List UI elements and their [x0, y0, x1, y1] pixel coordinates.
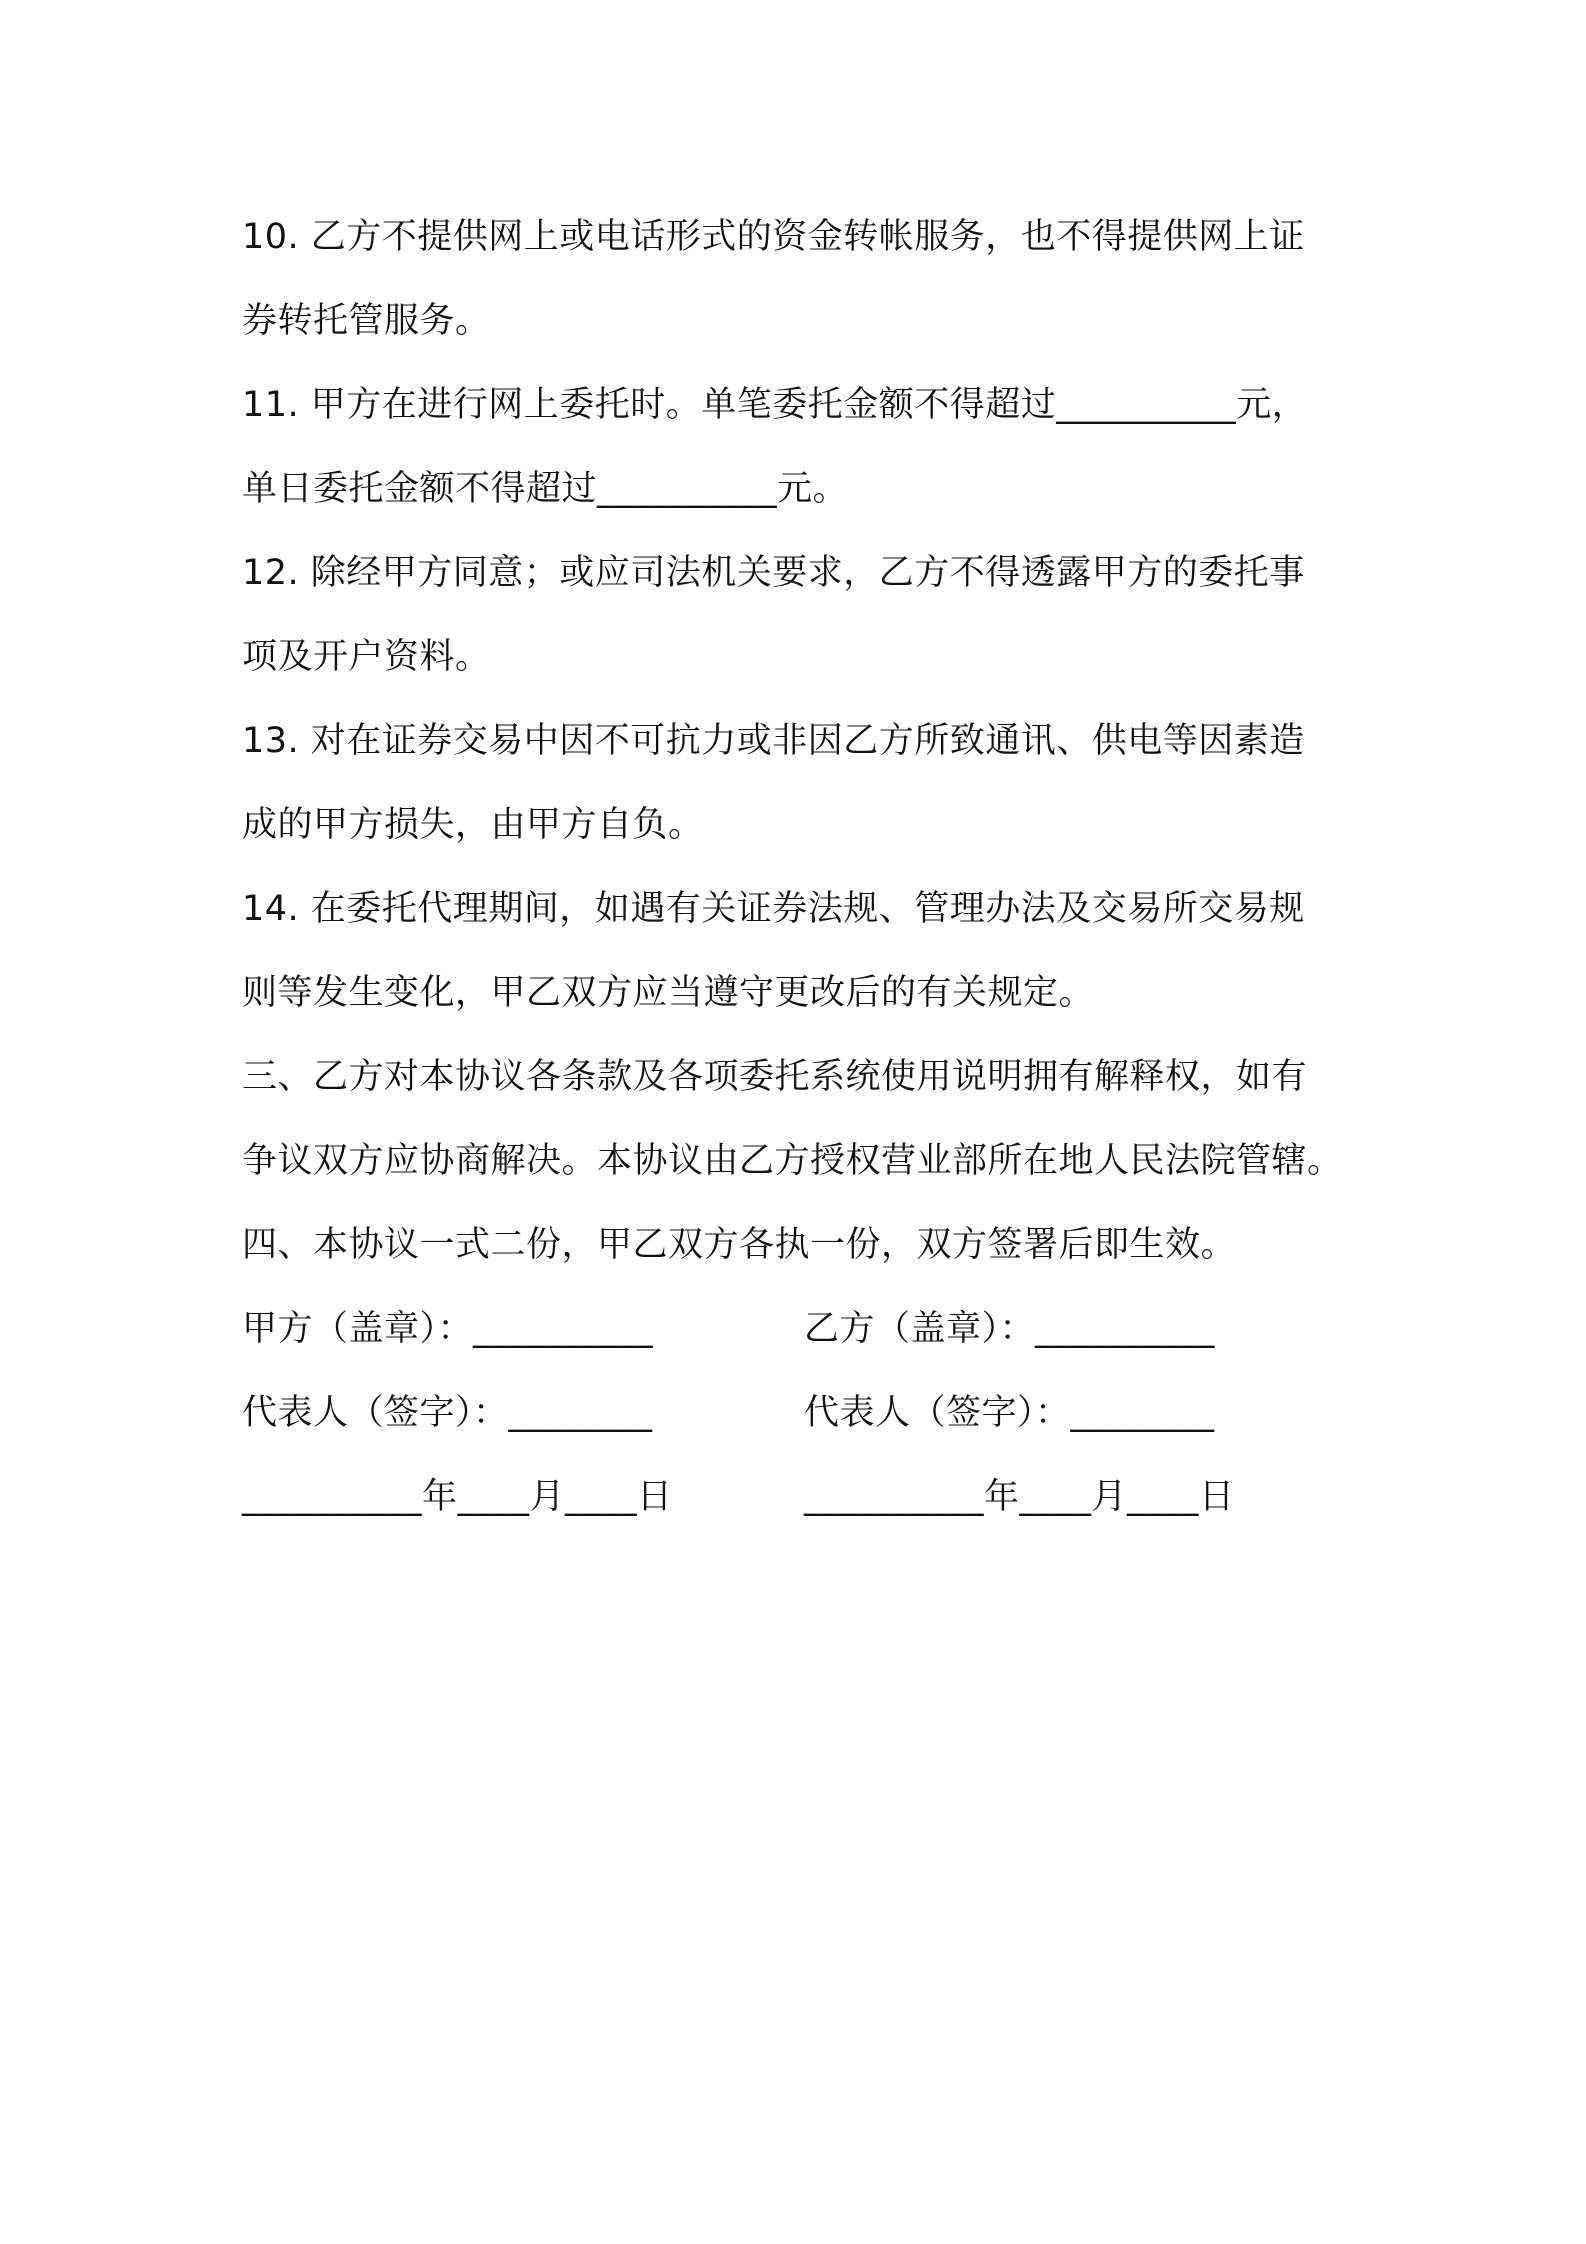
clause-10-line-1: 10. 乙方不提供网上或电话形式的资金转帐服务，也不得提供网上证: [242, 217, 1305, 257]
agreement-body: [242, 195, 1382, 1539]
signature-representative-row: [242, 1371, 1382, 1455]
section-3-line-1: 三、乙方对本协议各条款及各项委托系统使用说明拥有解释权，如有: [242, 1057, 1308, 1097]
clause-14-line-2: 则等发生变化，甲乙双方应当遵守更改后的有关规定。: [242, 973, 1095, 1013]
party-a-representative-field: 代表人（签字）：________: [242, 1393, 653, 1433]
section-3-line-2: 争议双方应协商解决。本协议由乙方授权营业部所在地人民法院管辖。: [242, 1141, 1343, 1181]
party-a-date-field: __________年____月____日: [242, 1477, 673, 1517]
party-b-date-field: __________年____月____日: [804, 1477, 1235, 1517]
party-a-seal-field: 甲方（盖章）：__________: [242, 1309, 654, 1349]
signature-seal-row: [242, 1287, 1382, 1371]
clause-12-line-1: 12. 除经甲方同意；或应司法机关要求，乙方不得透露甲方的委托事: [242, 553, 1305, 593]
clause-11-line-1: 11. 甲方在进行网上委托时。单笔委托金额不得超过__________元，: [242, 385, 1308, 425]
clause-10-line-2: 券转托管服务。: [242, 301, 491, 341]
party-b-representative-field: 代表人（签字）：________: [804, 1393, 1215, 1433]
party-b-seal-field: 乙方（盖章）：__________: [804, 1309, 1216, 1349]
clause-13-line-2: 成的甲方损失，由甲方自负。: [242, 805, 704, 845]
clause-13-line-1: 13. 对在证券交易中因不可抗力或非因乙方所致通讯、供电等因素造: [242, 721, 1305, 761]
clause-11-line-2: 单日委托金额不得超过__________元。: [242, 469, 849, 509]
section-4-line: 四、本协议一式二份，甲乙双方各执一份，双方签署后即生效。: [242, 1225, 1237, 1265]
clause-14-line-1: 14. 在委托代理期间，如遇有关证券法规、管理办法及交易所交易规: [242, 889, 1305, 929]
signature-date-row: [242, 1455, 1382, 1539]
clause-12-line-2: 项及开户资料。: [242, 637, 491, 677]
